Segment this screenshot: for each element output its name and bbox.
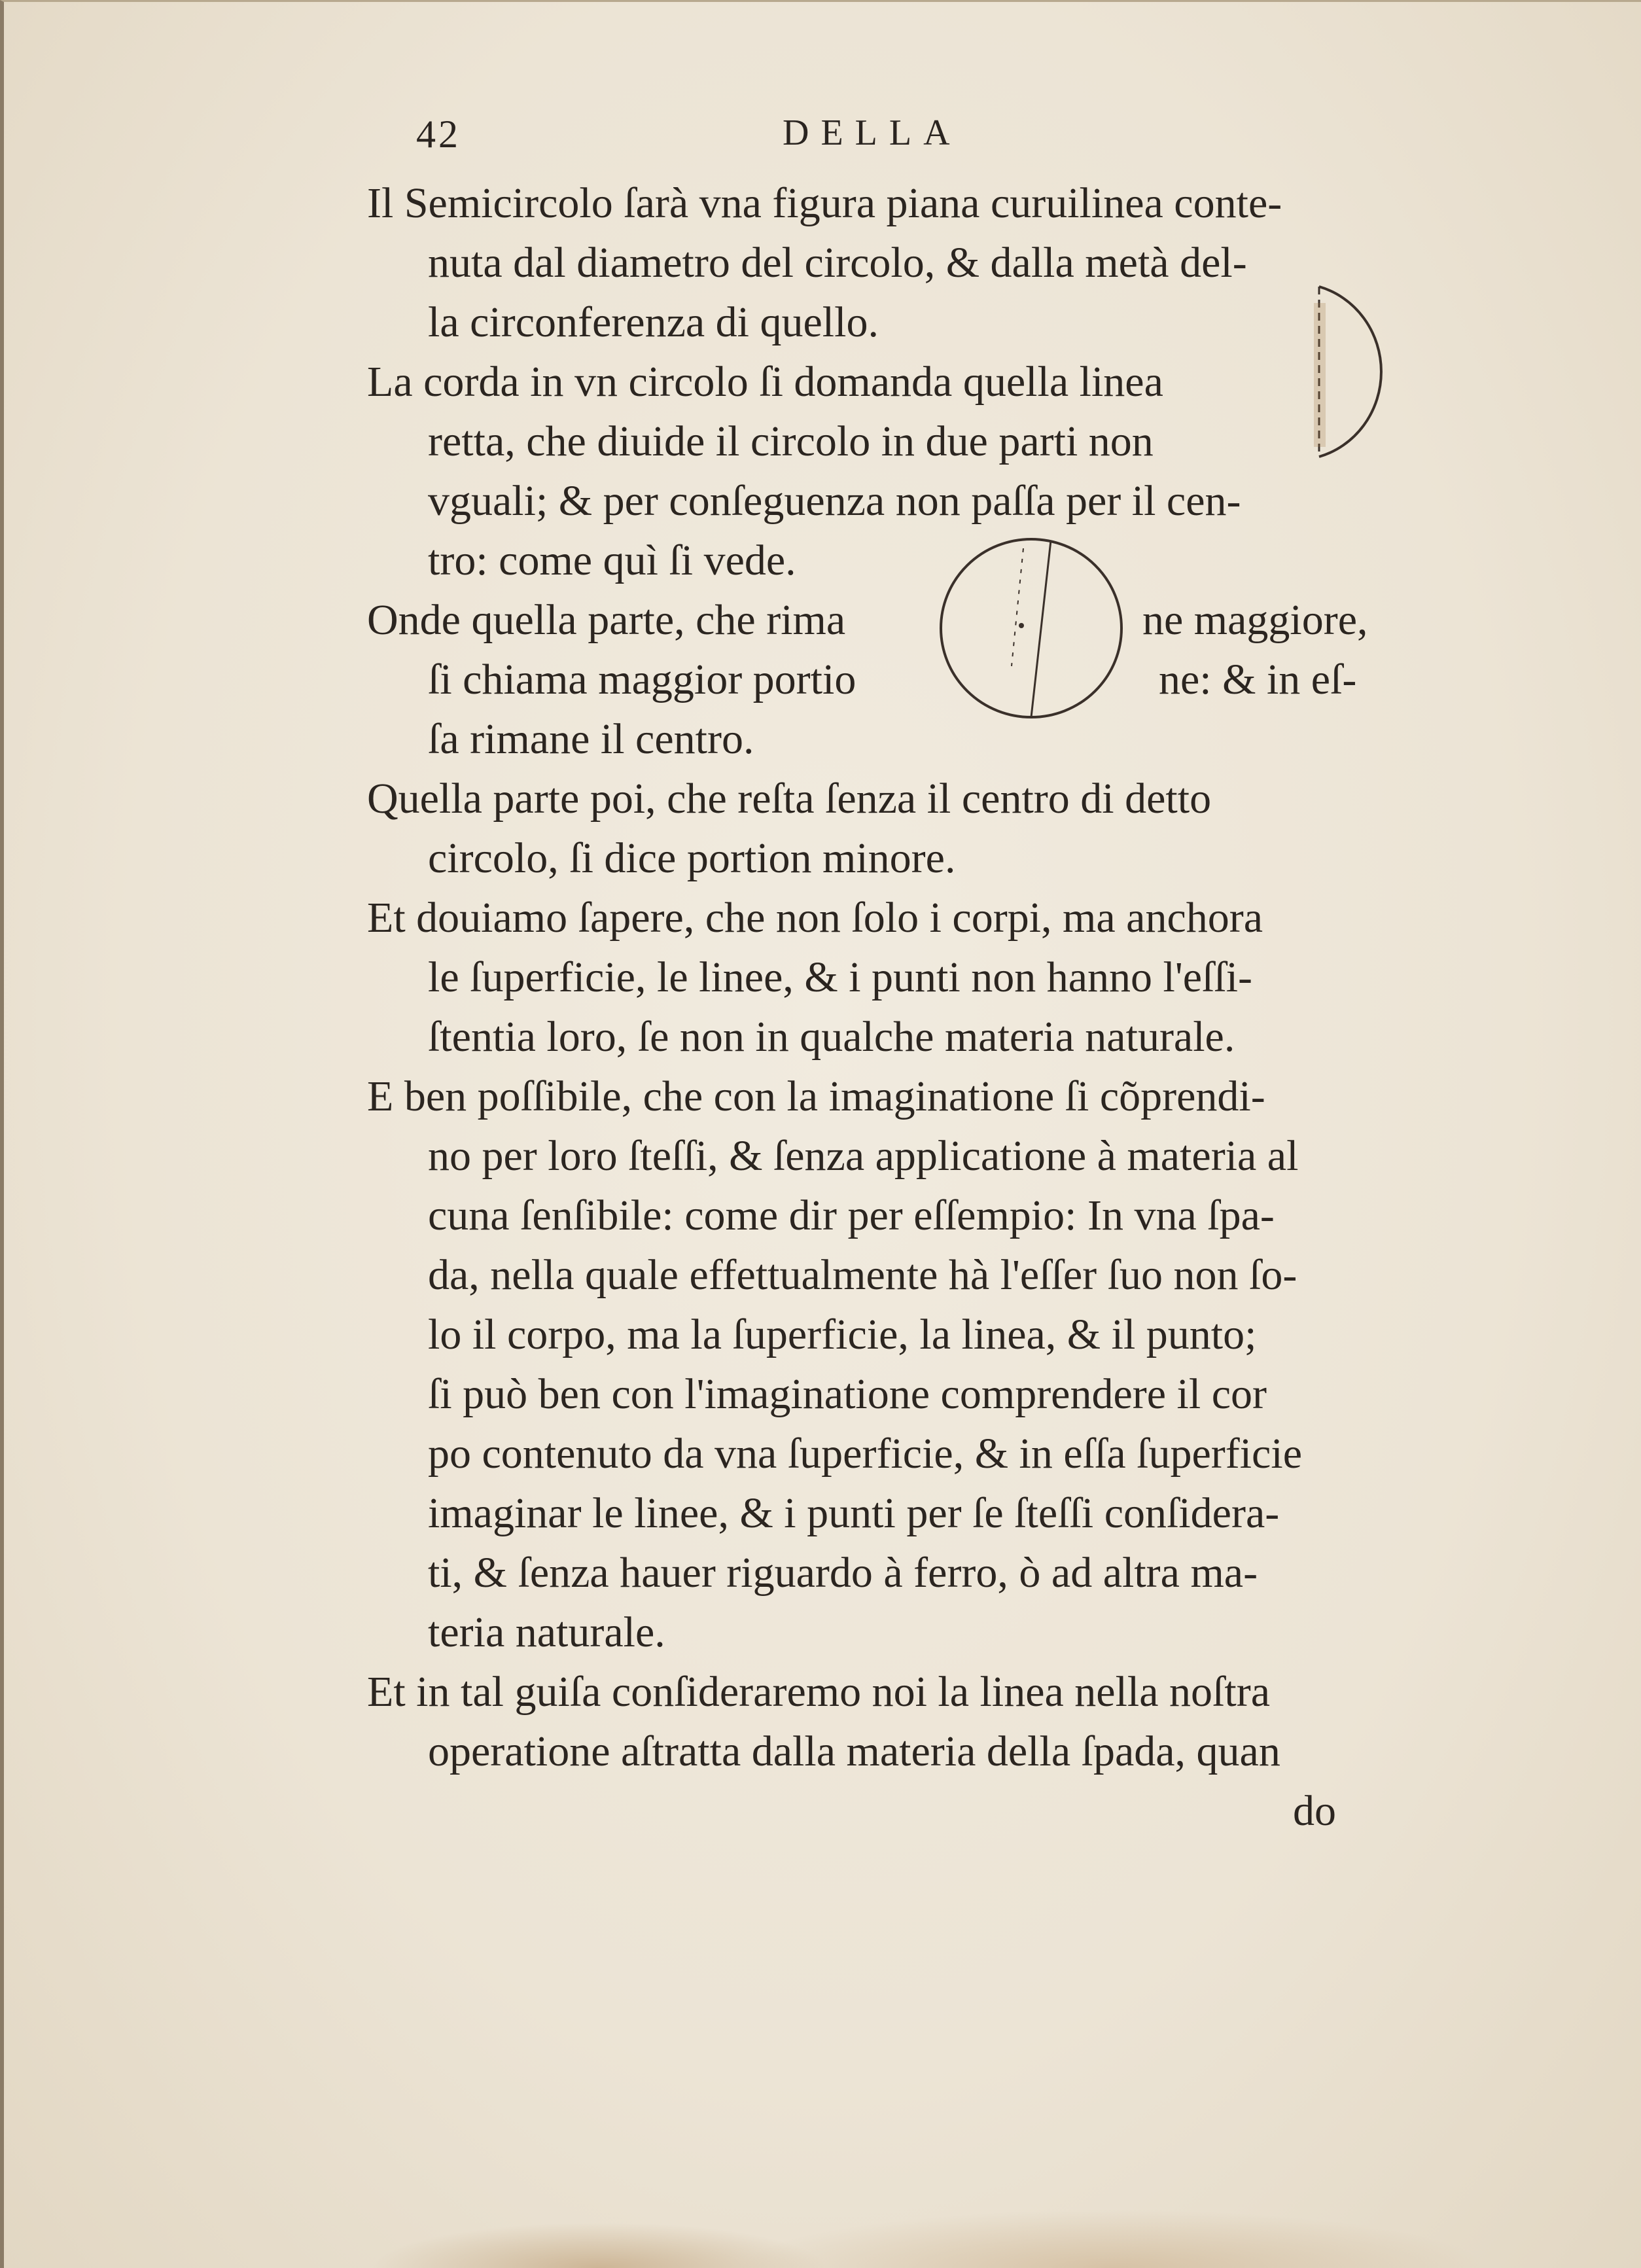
text-line: la circonferenza di quello.: [428, 298, 879, 346]
text-line: cuna ſenſibile: come dir per eſſempio: In vna ſpa-: [428, 1192, 1275, 1239]
text-line: ſtentia loro, ſe non in qualche materia naturale.: [428, 1013, 1235, 1061]
text-line-right: ne maggiore,: [1142, 596, 1368, 644]
semicircle-diagram: [1299, 277, 1424, 467]
text-line-left: Onde quella parte, che rima: [367, 596, 846, 644]
text-line: po contenuto da vna ſuperficie, & in eſſa ſuperficie: [428, 1430, 1302, 1478]
text-line: Et douiamo ſapere, che non ſolo i corpi, ma anchora: [367, 894, 1263, 942]
page-header: [416, 112, 1097, 164]
text-line: ti, & ſenza hauer riguardo à ferro, ò ad altra ma-: [428, 1549, 1258, 1597]
text-line: ſi può ben con l'imaginatione comprendere il cor: [428, 1370, 1267, 1418]
text-line: Quella parte poi, che reſta ſenza il centro di detto: [367, 775, 1212, 823]
text-line: teria naturale.: [428, 1608, 665, 1656]
running-head: DELLA: [783, 113, 962, 153]
text-line: lo il corpo, ma la ſuperficie, la linea, & il punto;: [428, 1311, 1257, 1358]
text-line: imaginar le linee, & i punti per ſe ſteſſi conſidera-: [428, 1489, 1280, 1537]
text-line: tro: come quì ſi vede.: [428, 537, 796, 584]
text-line: circolo, ſi dice portion minore.: [428, 834, 956, 882]
text-line: vguali; & per conſeguenza non paſſa per il cen-: [428, 477, 1241, 525]
semicircle-figure: [1299, 277, 1424, 467]
text-line: ſa rimane il centro.: [428, 715, 754, 763]
circle-chord-figure: [933, 535, 1129, 725]
water-stain: [737, 2209, 1489, 2268]
text-line: da, nella quale effettualmente hà l'eſſer ſuo non ſo-: [428, 1251, 1297, 1299]
text-line: operatione aſtratta dalla materia della ſpada, quan: [428, 1728, 1280, 1775]
text-line: le ſuperficie, le linee, & i punti non hanno l'eſſi-: [428, 953, 1253, 1001]
text-line: Et in tal guiſa conſideraremo noi la linea nella noſtra: [367, 1668, 1271, 1716]
text-line-right: ne: & in eſ-: [1159, 656, 1357, 703]
text-line: [367, 650, 1427, 709]
text-line: E ben poſſibile, che con la imaginatione ſi cõprendi-: [367, 1072, 1265, 1120]
text-line: Il Semicircolo ſarà vna figura piana curuilinea conte-: [367, 179, 1282, 227]
text-line: [367, 590, 1427, 650]
text-line-left: ſi chiama maggior portio: [428, 656, 856, 703]
circle-chord-diagram: [933, 535, 1129, 725]
body-text: [367, 173, 1427, 1841]
text-line: no per loro ſteſſi, & ſenza applicatione à materia al: [428, 1132, 1299, 1180]
catchword: do: [1293, 1787, 1336, 1835]
text-line: La corda in vn circolo ſi domanda quella linea: [367, 358, 1163, 406]
page-number: 42: [416, 113, 461, 156]
text-line: retta, che diuide il circolo in due parti non: [428, 417, 1154, 465]
text-line: nuta dal diametro del circolo, & dalla metà del-: [428, 239, 1247, 287]
